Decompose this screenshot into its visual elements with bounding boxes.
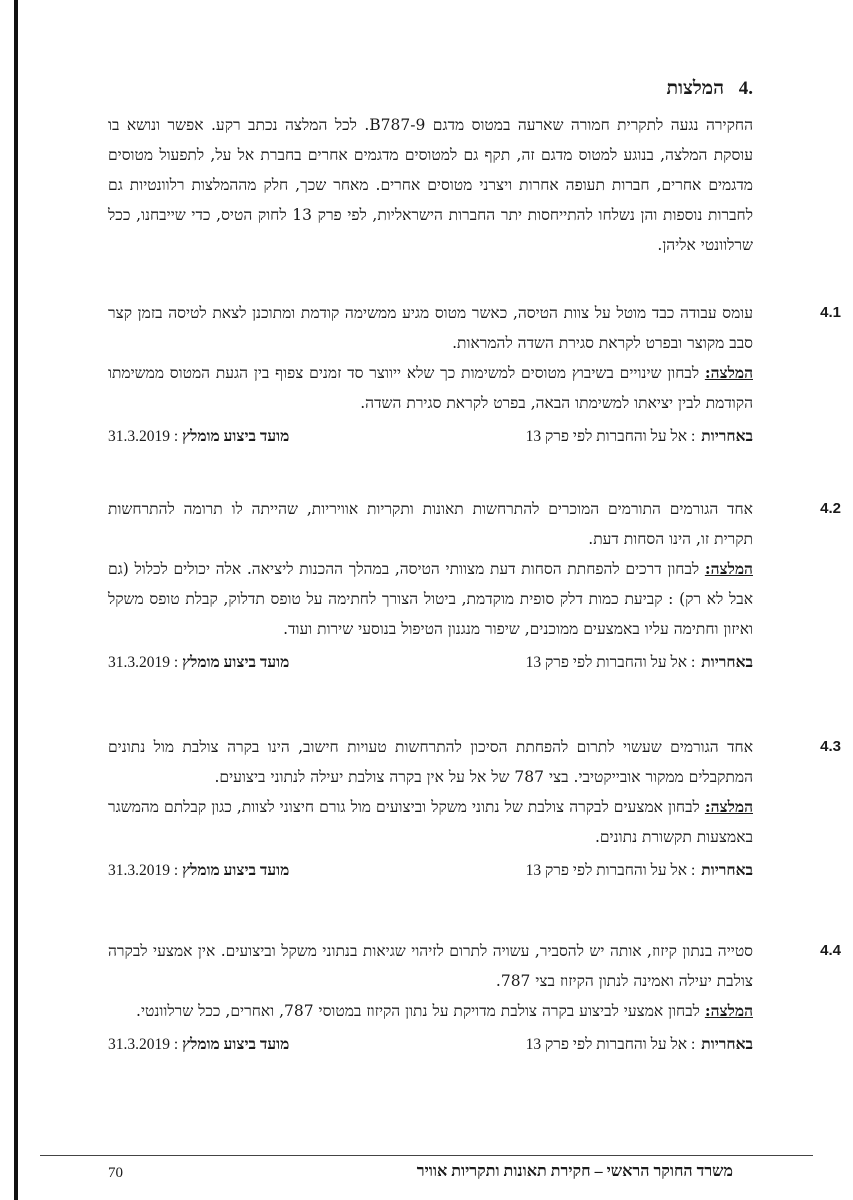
responsibility-label: באחריות: [701, 428, 753, 445]
due-date-label: מועד ביצוע מומלץ: [182, 1036, 290, 1053]
recommendation-text: לבחון שינויים בשיבוץ מטוסים למשימות כך שלא ייווצר סד זמנים צפוף בין הגעת המטוס ממשימתו הקודמת לבין יציאתו למשימתו הבאה, בפרט לקראת סגירת השדה.: [108, 364, 753, 412]
item-recommendation: [108, 792, 753, 852]
item-background: אחד הגורמים שעשוי לתרום להפחתת הסיכון להתרחשות טעויות חישוב, הינו בקרה צולבת מול נתונים המתקבלים ממקור אובייקטיבי. בצי 787 של אל על אין בקרה צולבת יעילה לנתוני ביצועים.: [108, 738, 753, 786]
due-date: מועד ביצוע מומלץ : 31.3.2019: [108, 428, 290, 445]
page-left-border: [14, 0, 18, 1200]
responsibility-row: [108, 422, 753, 452]
responsibility-row: [108, 648, 753, 678]
responsibility-value: אל על והחברות לפי פרק 13: [525, 862, 688, 879]
item-background: סטייה בנתון קיזוז, אותה יש להסביר, עשויה לתרום לזיהוי שגיאות בנתוני משקל וביצועים. אין אמצעי לבקרה צולבת יעילה ואמינה לנתון הקיזוז בצי 787.: [108, 942, 753, 990]
due-date: מועד ביצוע מומלץ : 31.3.2019: [108, 862, 290, 879]
responsibility: באחריות: אל על והחברות לפי פרק 13: [525, 862, 753, 879]
recommendation-label: המלצה:: [704, 363, 753, 382]
recommendation-label: המלצה:: [704, 1001, 753, 1020]
responsibility-label: באחריות: [701, 1036, 753, 1053]
recommendation-item: [108, 298, 841, 452]
footer-divider: [40, 1155, 813, 1156]
responsibility-value: אל על והחברות לפי פרק 13: [525, 654, 688, 671]
due-date-label: מועד ביצוע מומלץ: [182, 654, 290, 671]
intro-paragraph: החקירה נגעה לתקרית חמורה שארעה במטוס מדגם B787-9. לכל המלצה נכתב רקע. אפשר ונושא בו עוסקת המלצה, בנוגע למטוס מדגם זה, תקף גם למטוסים מדגמים אחרים בחברת אל על, לתפעול מטוסים מדגמים אחרים, חברות תעופה אחרות ויצרני מטוסים אחרים. מאחר שכך, חלק מההמלצות רלוונטיות גם לחברות נוספות והן נשלחו להתייחסות יתר החברות הישראליות, לפי פרק 13 לחוק הטיס, כדי שייבחנו, ככל שרלוונטי אליהן.: [108, 116, 753, 254]
responsibility-value: אל על והחברות לפי פרק 13: [525, 1036, 688, 1053]
responsibility-value: אל על והחברות לפי פרק 13: [525, 428, 688, 445]
section-title: המלצות: [666, 78, 724, 99]
footer-title: משרד החוקר הראשי – חקירת תאונות ותקריות אוויר: [416, 1163, 733, 1180]
responsibility: באחריות: אל על והחברות לפי פרק 13: [525, 654, 753, 671]
recommendation-text: לבחון אמצעי לביצוע בקרה צולבת מדויקת על נתון הקיזוז במטוסי 787, ואחרים, ככל שרלוונטי.: [136, 1002, 700, 1020]
page-number: 70: [108, 1165, 123, 1181]
responsibility-label: באחריות: [701, 654, 753, 671]
item-recommendation: [108, 358, 753, 418]
recommendation-label: המלצה:: [704, 797, 753, 816]
item-background: אחד הגורמים התורמים המוכרים להתרחשות תאונות ותקריות אוויריות, שהייתה לו תרומה להתרחשות תקרית זו, הינו הסחות דעת.: [108, 500, 753, 548]
responsibility-label: באחריות: [701, 862, 753, 879]
section-heading: [667, 78, 753, 100]
recommendation-label: המלצה:: [704, 559, 753, 578]
due-date-label: מועד ביצוע מומלץ: [182, 862, 290, 879]
item-number: 4.1: [820, 304, 841, 321]
responsibility-row: [108, 856, 753, 886]
recommendation-item: [108, 732, 841, 886]
section-number: .4: [738, 78, 753, 99]
recommendation-item: [108, 936, 841, 1060]
recommendation-item: [108, 494, 841, 678]
due-date-value: 31.3.2019: [108, 862, 170, 879]
item-background: עומס עבודה כבד מוטל על צוות הטיסה, כאשר מטוס מגיע ממשימה קודמת ומתוכנן לצאת לטיסה בזמן קצר סבב מקוצר ובפרט לקראת סגירת השדה להמראות.: [108, 304, 753, 352]
item-recommendation: [108, 554, 753, 644]
due-date-value: 31.3.2019: [108, 1036, 170, 1053]
item-number: 4.4: [820, 942, 841, 959]
item-recommendation: [108, 996, 753, 1026]
item-number: 4.2: [820, 500, 841, 517]
due-date-value: 31.3.2019: [108, 654, 170, 671]
due-date-value: 31.3.2019: [108, 428, 170, 445]
due-date: מועד ביצוע מומלץ : 31.3.2019: [108, 1036, 290, 1053]
due-date-label: מועד ביצוע מומלץ: [182, 428, 290, 445]
responsibility: באחריות: אל על והחברות לפי פרק 13: [525, 428, 753, 445]
responsibility: באחריות: אל על והחברות לפי פרק 13: [525, 1036, 753, 1053]
due-date: מועד ביצוע מומלץ : 31.3.2019: [108, 654, 290, 671]
item-number: 4.3: [820, 738, 841, 755]
responsibility-row: [108, 1030, 753, 1060]
recommendation-text: לבחון אמצעים לבקרה צולבת של נתוני משקל וביצועים מול גורם חיצוני לצוות, כגון קבלתם מהמשגר באמצעות תקשורת נתונים.: [108, 798, 753, 846]
recommendation-text: לבחון דרכים להפחתת הסחות דעת מצוותי הטיסה, במהלך ההכנות ליציאה. אלה יכולים לכלול (גם אבל לא רק) : קביעת כמות דלק סופית מוקדמת, ביטול הצורך לחתימה על טופס תדלוק, קבלת טופס משקל ואיזון וחתימה עליו באמצעים ממוכנים, שיפור מנגנון הטיפול בנוסעי שירות ועוד.: [108, 560, 753, 638]
